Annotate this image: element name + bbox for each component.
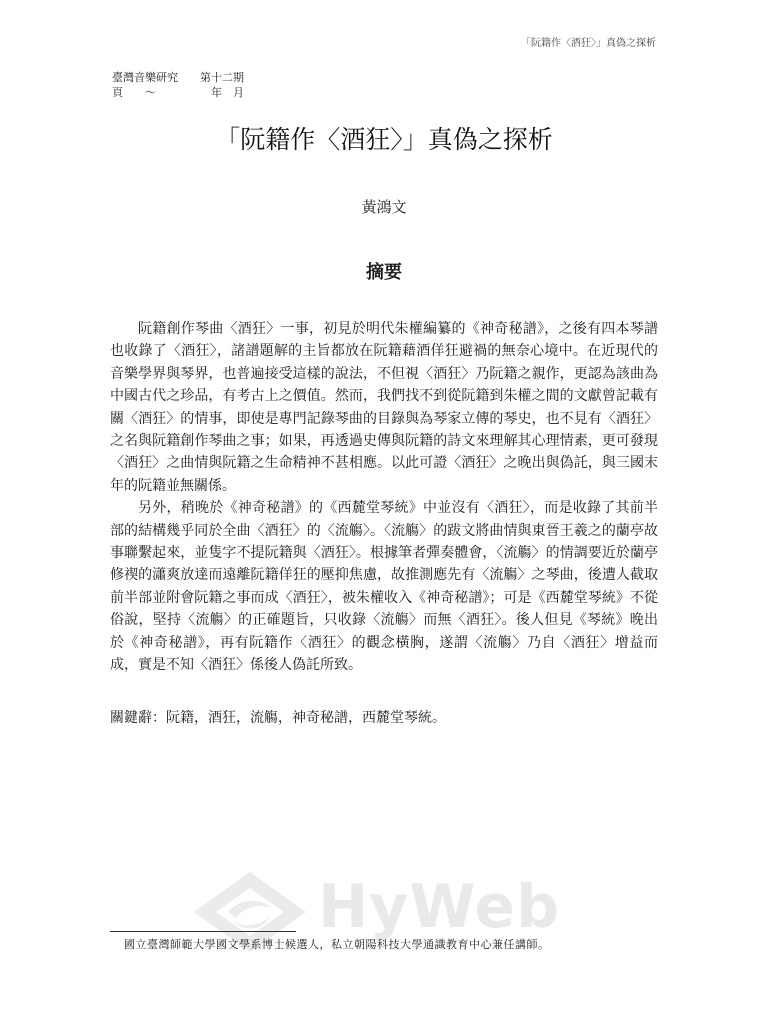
abstract-heading: 摘要 (366, 262, 402, 283)
journal-pages-date: 頁 ～ 年 月 (112, 86, 244, 99)
abstract-paragraph: 另外，稍晚於《神奇秘譜》的《西麓堂琴統》中並沒有〈酒狂〉，而是收錄了其前半部的結構幾乎同於全曲〈酒狂〉的〈流觴〉。〈流觴〉的跋文將曲情與東晉王羲之的蘭亭故事聯繫起來，並隻字不提阮籍與〈酒狂〉。根據筆者彈奏體會，〈流觴〉的情調要近於蘭亭修禊的瀟爽放達而遠離阮籍佯狂的壓抑焦慮，故推測應先有〈流觴〉之琴曲，後遭人截取前半部並附會阮籍之事而成〈酒狂〉，被朱權收入《神奇秘譜》；可是《西麓堂琴統》不從俗說，堅持〈流觴〉的正確題旨，只收錄〈流觴〉而無〈酒狂〉。後人但見《琴統》晚出於《神奇秘譜》，再有阮籍作〈酒狂〉的觀念橫胸，遂謂〈流觴〉乃自〈酒狂〉增益而成，實是不知〈酒狂〉係後人偽託所致。 (110, 500, 658, 674)
abstract-paragraph: 阮籍創作琴曲〈酒狂〉一事，初見於明代朱權編纂的《神奇秘譜》，之後有四本琴譜也收錄了〈酒狂〉，諸譜題解的主旨都放在阮籍藉酒佯狂避禍的無奈心境中。在近現代的音樂學界與琴界，也普遍接受這樣的說法，不但視〈酒狂〉乃阮籍之親作，更認為該曲為中國古代之珍品，有考古上之價值。然而，我們找不到從阮籍到朱權之間的文獻曾記載有關〈酒狂〉的情事，即使是專門記錄琴曲的目錄與為琴家立傳的琴史，也不見有〈酒狂〉之名與阮籍創作琴曲之事；如果，再透過史傳與阮籍的詩文來理解其心理情素，更可發現〈酒狂〉之曲情與阮籍之生命精神不甚相應。以此可證〈酒狂〉之晚出與偽託，與三國末年的阮籍並無關係。 (110, 321, 658, 494)
abstract-body (110, 318, 658, 677)
author-footnote: 國立臺灣師範大學國文學系博士候選人，私立朝陽科技大學通識教育中心兼任講師。 (124, 938, 550, 951)
journal-issue: 臺灣音樂研究 第十二期 (112, 71, 244, 84)
keywords: 關鍵辭：阮籍，酒狂，流觴，神奇秘譜，西麓堂琴統。 (110, 710, 446, 726)
author-name: 黃鴻文 (361, 198, 407, 216)
journal-info (112, 70, 244, 100)
running-head: 「阮籍作〈酒狂〉」真偽之探析 (521, 38, 656, 49)
footnote-divider (110, 931, 296, 932)
hyweb-wordmark: HyWeb (318, 872, 561, 942)
paper-title: 「阮籍作〈酒狂〉」真偽之探析 (215, 125, 553, 154)
